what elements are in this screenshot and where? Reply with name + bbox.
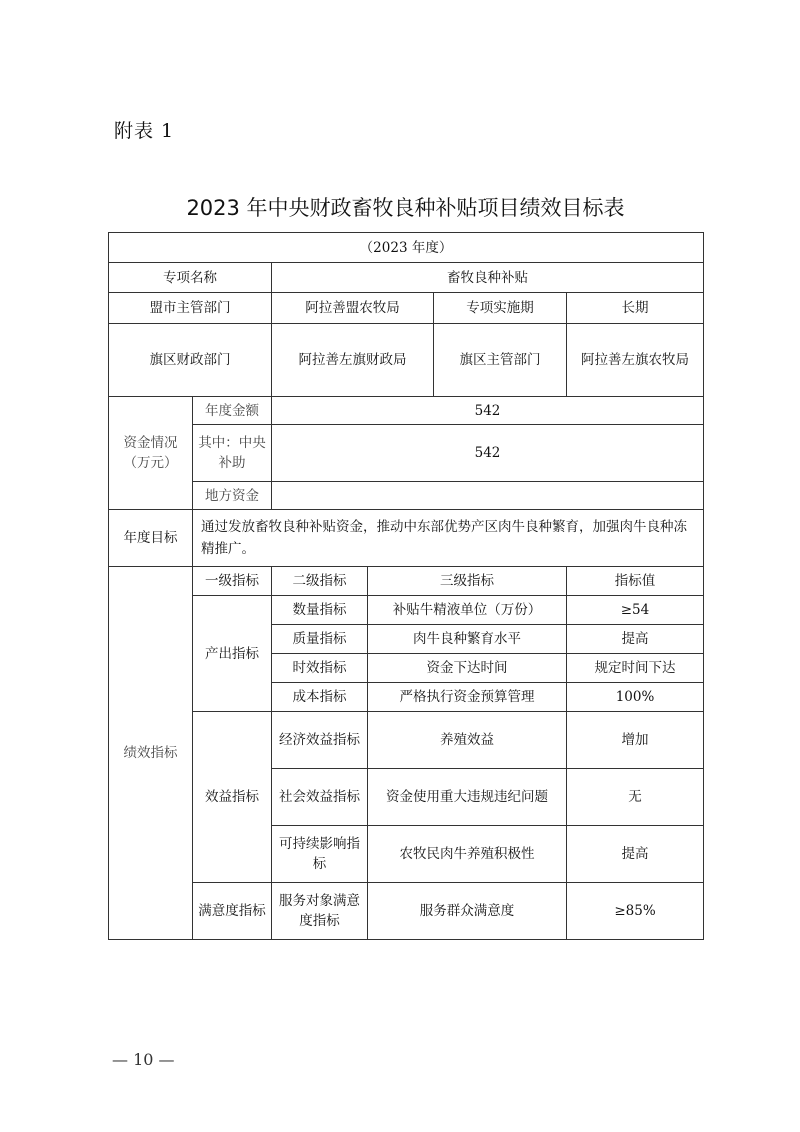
performance-target-table — [108, 232, 704, 940]
header-level3: 三级指标 — [368, 567, 567, 596]
benefit-level3: 农牧民肉牛养殖积极性 — [368, 826, 567, 883]
table-row — [109, 883, 704, 940]
period-label: 专项实施期 — [434, 293, 567, 324]
output-level3: 补贴牛精液单位（万份） — [368, 596, 567, 625]
benefit-level3: 资金使用重大违规违纪问题 — [368, 769, 567, 826]
table-row — [109, 233, 704, 263]
annual-amount-value: 542 — [272, 397, 704, 425]
benefit-level2: 社会效益指标 — [272, 769, 368, 826]
league-dept-label: 盟市主管部门 — [109, 293, 272, 324]
page-number: — 10 — — [112, 1050, 175, 1069]
header-value: 指标值 — [567, 567, 704, 596]
central-subsidy-label: 其中：中央补助 — [193, 425, 272, 482]
table-row — [109, 263, 704, 293]
benefit-level3: 养殖效益 — [368, 712, 567, 769]
attachment-label: 附表 1 — [114, 120, 175, 142]
banner-finance-value: 阿拉善左旗财政局 — [272, 324, 434, 397]
output-value: 100% — [567, 683, 704, 712]
league-dept-value: 阿拉善盟农牧局 — [272, 293, 434, 324]
annual-goal-label: 年度目标 — [109, 510, 193, 567]
local-funds-value — [272, 482, 704, 510]
output-value: 提高 — [567, 625, 704, 654]
benefit-level2: 可持续影响指标 — [272, 826, 368, 883]
satisfaction-level3: 服务群众满意度 — [368, 883, 567, 940]
banner-finance-label: 旗区财政部门 — [109, 324, 272, 397]
output-level2: 质量指标 — [272, 625, 368, 654]
central-subsidy-value: 542 — [272, 425, 704, 482]
local-funds-label: 地方资金 — [193, 482, 272, 510]
output-value: 规定时间下达 — [567, 654, 704, 683]
banner-dept-value: 阿拉善左旗农牧局 — [567, 324, 704, 397]
year-cell: （2023 年度） — [109, 233, 704, 263]
document-title: 2023 年中央财政畜牧良种补贴项目绩效目标表 — [186, 196, 625, 220]
output-level2: 时效指标 — [272, 654, 368, 683]
table-row — [109, 425, 704, 482]
table-row — [109, 482, 704, 510]
annual-goal-text: 通过发放畜牧良种补贴资金，推动中东部优势产区肉牛良种繁育，加强肉牛良种冻精推广。 — [193, 510, 704, 567]
satisfaction-indicator-label: 满意度指标 — [193, 883, 272, 940]
benefit-value: 无 — [567, 769, 704, 826]
table-row — [109, 397, 704, 425]
output-level2: 成本指标 — [272, 683, 368, 712]
output-level3: 资金下达时间 — [368, 654, 567, 683]
table-row — [109, 293, 704, 324]
funds-label: 资金情况（万元） — [109, 397, 193, 510]
table-row — [109, 567, 704, 596]
table-row — [109, 324, 704, 397]
output-level3: 严格执行资金预算管理 — [368, 683, 567, 712]
benefit-value: 增加 — [567, 712, 704, 769]
benefit-level2: 经济效益指标 — [272, 712, 368, 769]
table-row — [109, 510, 704, 567]
output-indicator-label: 产出指标 — [193, 596, 272, 712]
annual-amount-label: 年度金额 — [193, 397, 272, 425]
table-row — [109, 596, 704, 625]
performance-label: 绩效指标 — [109, 567, 193, 940]
project-name-label: 专项名称 — [109, 263, 272, 293]
satisfaction-value: ≥85% — [567, 883, 704, 940]
benefit-indicator-label: 效益指标 — [193, 712, 272, 883]
project-name-value: 畜牧良种补贴 — [272, 263, 704, 293]
header-level1: 一级指标 — [193, 567, 272, 596]
period-value: 长期 — [567, 293, 704, 324]
table-row — [109, 712, 704, 769]
satisfaction-level2: 服务对象满意度指标 — [272, 883, 368, 940]
banner-dept-label: 旗区主管部门 — [434, 324, 567, 397]
output-level2: 数量指标 — [272, 596, 368, 625]
output-level3: 肉牛良种繁育水平 — [368, 625, 567, 654]
benefit-value: 提高 — [567, 826, 704, 883]
output-value: ≥54 — [567, 596, 704, 625]
header-level2: 二级指标 — [272, 567, 368, 596]
